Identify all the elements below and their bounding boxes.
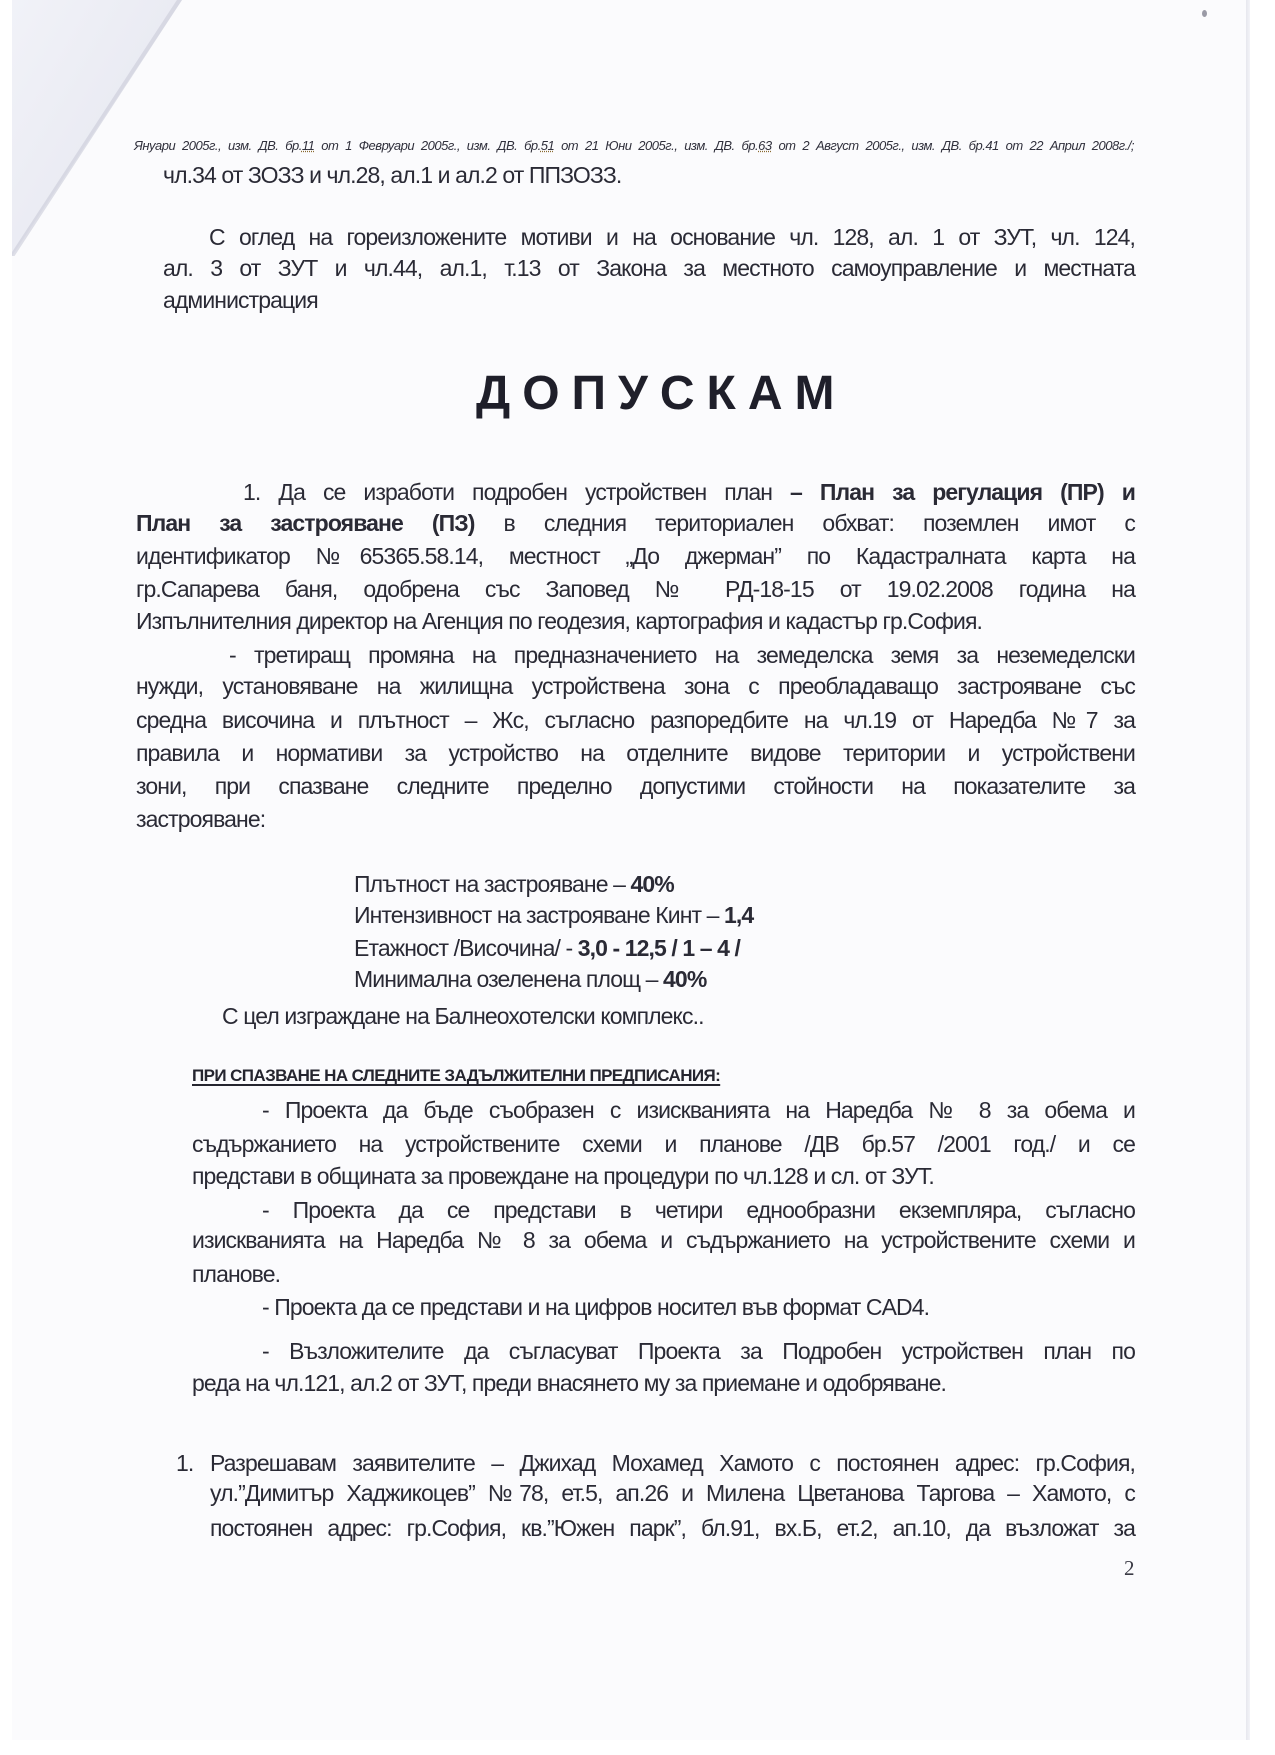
item1-line: идентификатор №65365.58.14, местност „До джерман” по Кадастралната карта на xyxy=(136,543,1135,569)
motives-line: С оглед на гореизложените мотиви и на основание чл. 128, ал. 1 от ЗУТ, чл. 124, xyxy=(209,224,1135,250)
indicator-label: Минимална озеленена площ – xyxy=(354,966,664,992)
indicator-intensity xyxy=(354,901,753,929)
indicator-value: 3,0 - 12,5 / 1 – 4 / xyxy=(577,935,740,961)
goal-line: С цел изграждане на Балнеохотелски комплекс.. xyxy=(222,1003,704,1029)
requirements-heading: ПРИ СПАЗВАНЕ НА СЛЕДНИТЕ ЗАДЪЛЖИТЕЛНИ ПРЕДПИСАНИЯ: xyxy=(192,1066,721,1085)
decision-title: ДОПУСКАМ xyxy=(476,367,847,420)
item1-text: Да се изработи подробен устройствен план xyxy=(278,479,773,505)
requirement-line: - Проекта да бъде съобразен с изискванията на Наредба № 8 за обема и xyxy=(262,1097,1135,1123)
requirement-line: - Проекта да се представи и на цифров носител във формат CAD4. xyxy=(262,1294,930,1320)
indicator-height xyxy=(354,934,740,962)
requirement-line: представи в общината за провеждане на процедури по чл.128 и сл. от ЗУТ. xyxy=(192,1163,934,1189)
indicator-label: Интензивност на застрояване Кинт – xyxy=(354,902,725,928)
footnote-text: от 1 Февруари 2005г., изм. ДВ. бр. xyxy=(314,138,541,153)
purpose-line: средна височина и плътност – Жс, съгласно разпоредбите на чл.19 от Наредба №7 за xyxy=(136,707,1135,733)
requirement-line: - Проекта да се представи в четири еднообразни екземпляра, съгласно xyxy=(262,1197,1135,1223)
page-edge xyxy=(1246,0,1250,1740)
permission-number: 1. xyxy=(176,1450,194,1476)
footnote xyxy=(134,138,1134,153)
item1-bold: – План за регулация (ПР) и xyxy=(790,479,1135,505)
indicator-density xyxy=(354,870,674,898)
footnote-issue: 51 xyxy=(540,138,555,153)
requirement-line: реда на чл.121, ал.2 от ЗУТ, преди внасянето му за приемане и одобряване. xyxy=(192,1370,946,1396)
scan-speck xyxy=(1202,10,1207,17)
indicator-label: Плътност на застрояване – xyxy=(354,871,631,897)
footnote-text: Януари 2005г., изм. ДВ. бр. xyxy=(134,138,302,153)
indicator-value: 40% xyxy=(663,966,707,992)
requirement-line: изискванията на Наредба № 8 за обема и съдържанието на устройствените схеми и xyxy=(192,1227,1135,1253)
motives-line: администрация xyxy=(163,287,318,313)
permission-line: Разрешавам заявителите – Джихад Мохамед Хамото с постоянен адрес: гр.София, xyxy=(210,1450,1135,1476)
item1-line: гр.Сапарева баня, одобрена със Заповед № РД-18-15 от 19.02.2008 година на xyxy=(136,576,1135,602)
footnote-issue: 11 xyxy=(301,138,315,153)
indicator-green-area xyxy=(354,965,706,993)
indicator-value: 40% xyxy=(630,871,674,897)
permission-line: постоянен адрес: гр.София, кв.”Южен парк”, бл.91, вх.Б, ет.2, ап.10, да възложат за xyxy=(210,1515,1135,1541)
page-number: 2 xyxy=(1124,1556,1135,1580)
item1-bold: План за застрояване (ПЗ) xyxy=(136,510,475,536)
indicator-label: Етажност /Височина/ - xyxy=(354,935,578,961)
purpose-line: правила и нормативи за устройство на отделните видове територии и устройствени xyxy=(136,740,1135,766)
footnote-text: от 21 Юни 2005г., изм. ДВ. бр. xyxy=(554,138,759,153)
purpose-line: зони, при спазване следните пределно допустими стойности на показателите за xyxy=(136,773,1135,799)
motives-line: ал. 3 от ЗУТ и чл.44, ал.1, т.13 от Закона за местното самоуправление и местната xyxy=(163,255,1135,281)
footnote-issue: 63 xyxy=(758,138,772,153)
item1-line xyxy=(136,509,1135,537)
intro-line: чл.34 от ЗОЗЗ и чл.28, ал.1 и ал.2 от ППЗОЗЗ. xyxy=(163,162,622,188)
purpose-line: нужди, установяване на жилищна устройствена зона с преобладаващо застрояване със xyxy=(136,673,1135,699)
purpose-line: - третиращ промяна на предназначението на земеделска земя за неземеделски xyxy=(229,642,1135,668)
indicator-value: 1,4 xyxy=(724,902,754,928)
requirement-line: - Възложителите да съгласуват Проекта за Подробен устройствен план по xyxy=(262,1338,1135,1364)
requirement-line: планове. xyxy=(192,1261,281,1287)
footnote-text: от 2 Август 2005г., изм. ДВ. бр.41 от 22 Април 2008г./; xyxy=(771,138,1134,153)
item1-text: в следния териториален обхват: поземлен имот с xyxy=(503,510,1135,536)
permission-line: ул.”Димитър Хаджикоцев” №78, ет.5, ап.26 и Милена Цветанова Таргова – Хамото, с xyxy=(210,1480,1135,1506)
item1-line: Изпълнителния директор на Агенция по геодезия, картография и кадастър гр.София. xyxy=(136,608,983,634)
requirement-line: съдържанието на устройствените схеми и планове /ДВ бр.57 /2001 год./ и се xyxy=(192,1131,1135,1157)
purpose-line: застрояване: xyxy=(136,806,266,832)
item-number: 1. xyxy=(243,479,261,505)
item1-line xyxy=(243,478,1135,506)
